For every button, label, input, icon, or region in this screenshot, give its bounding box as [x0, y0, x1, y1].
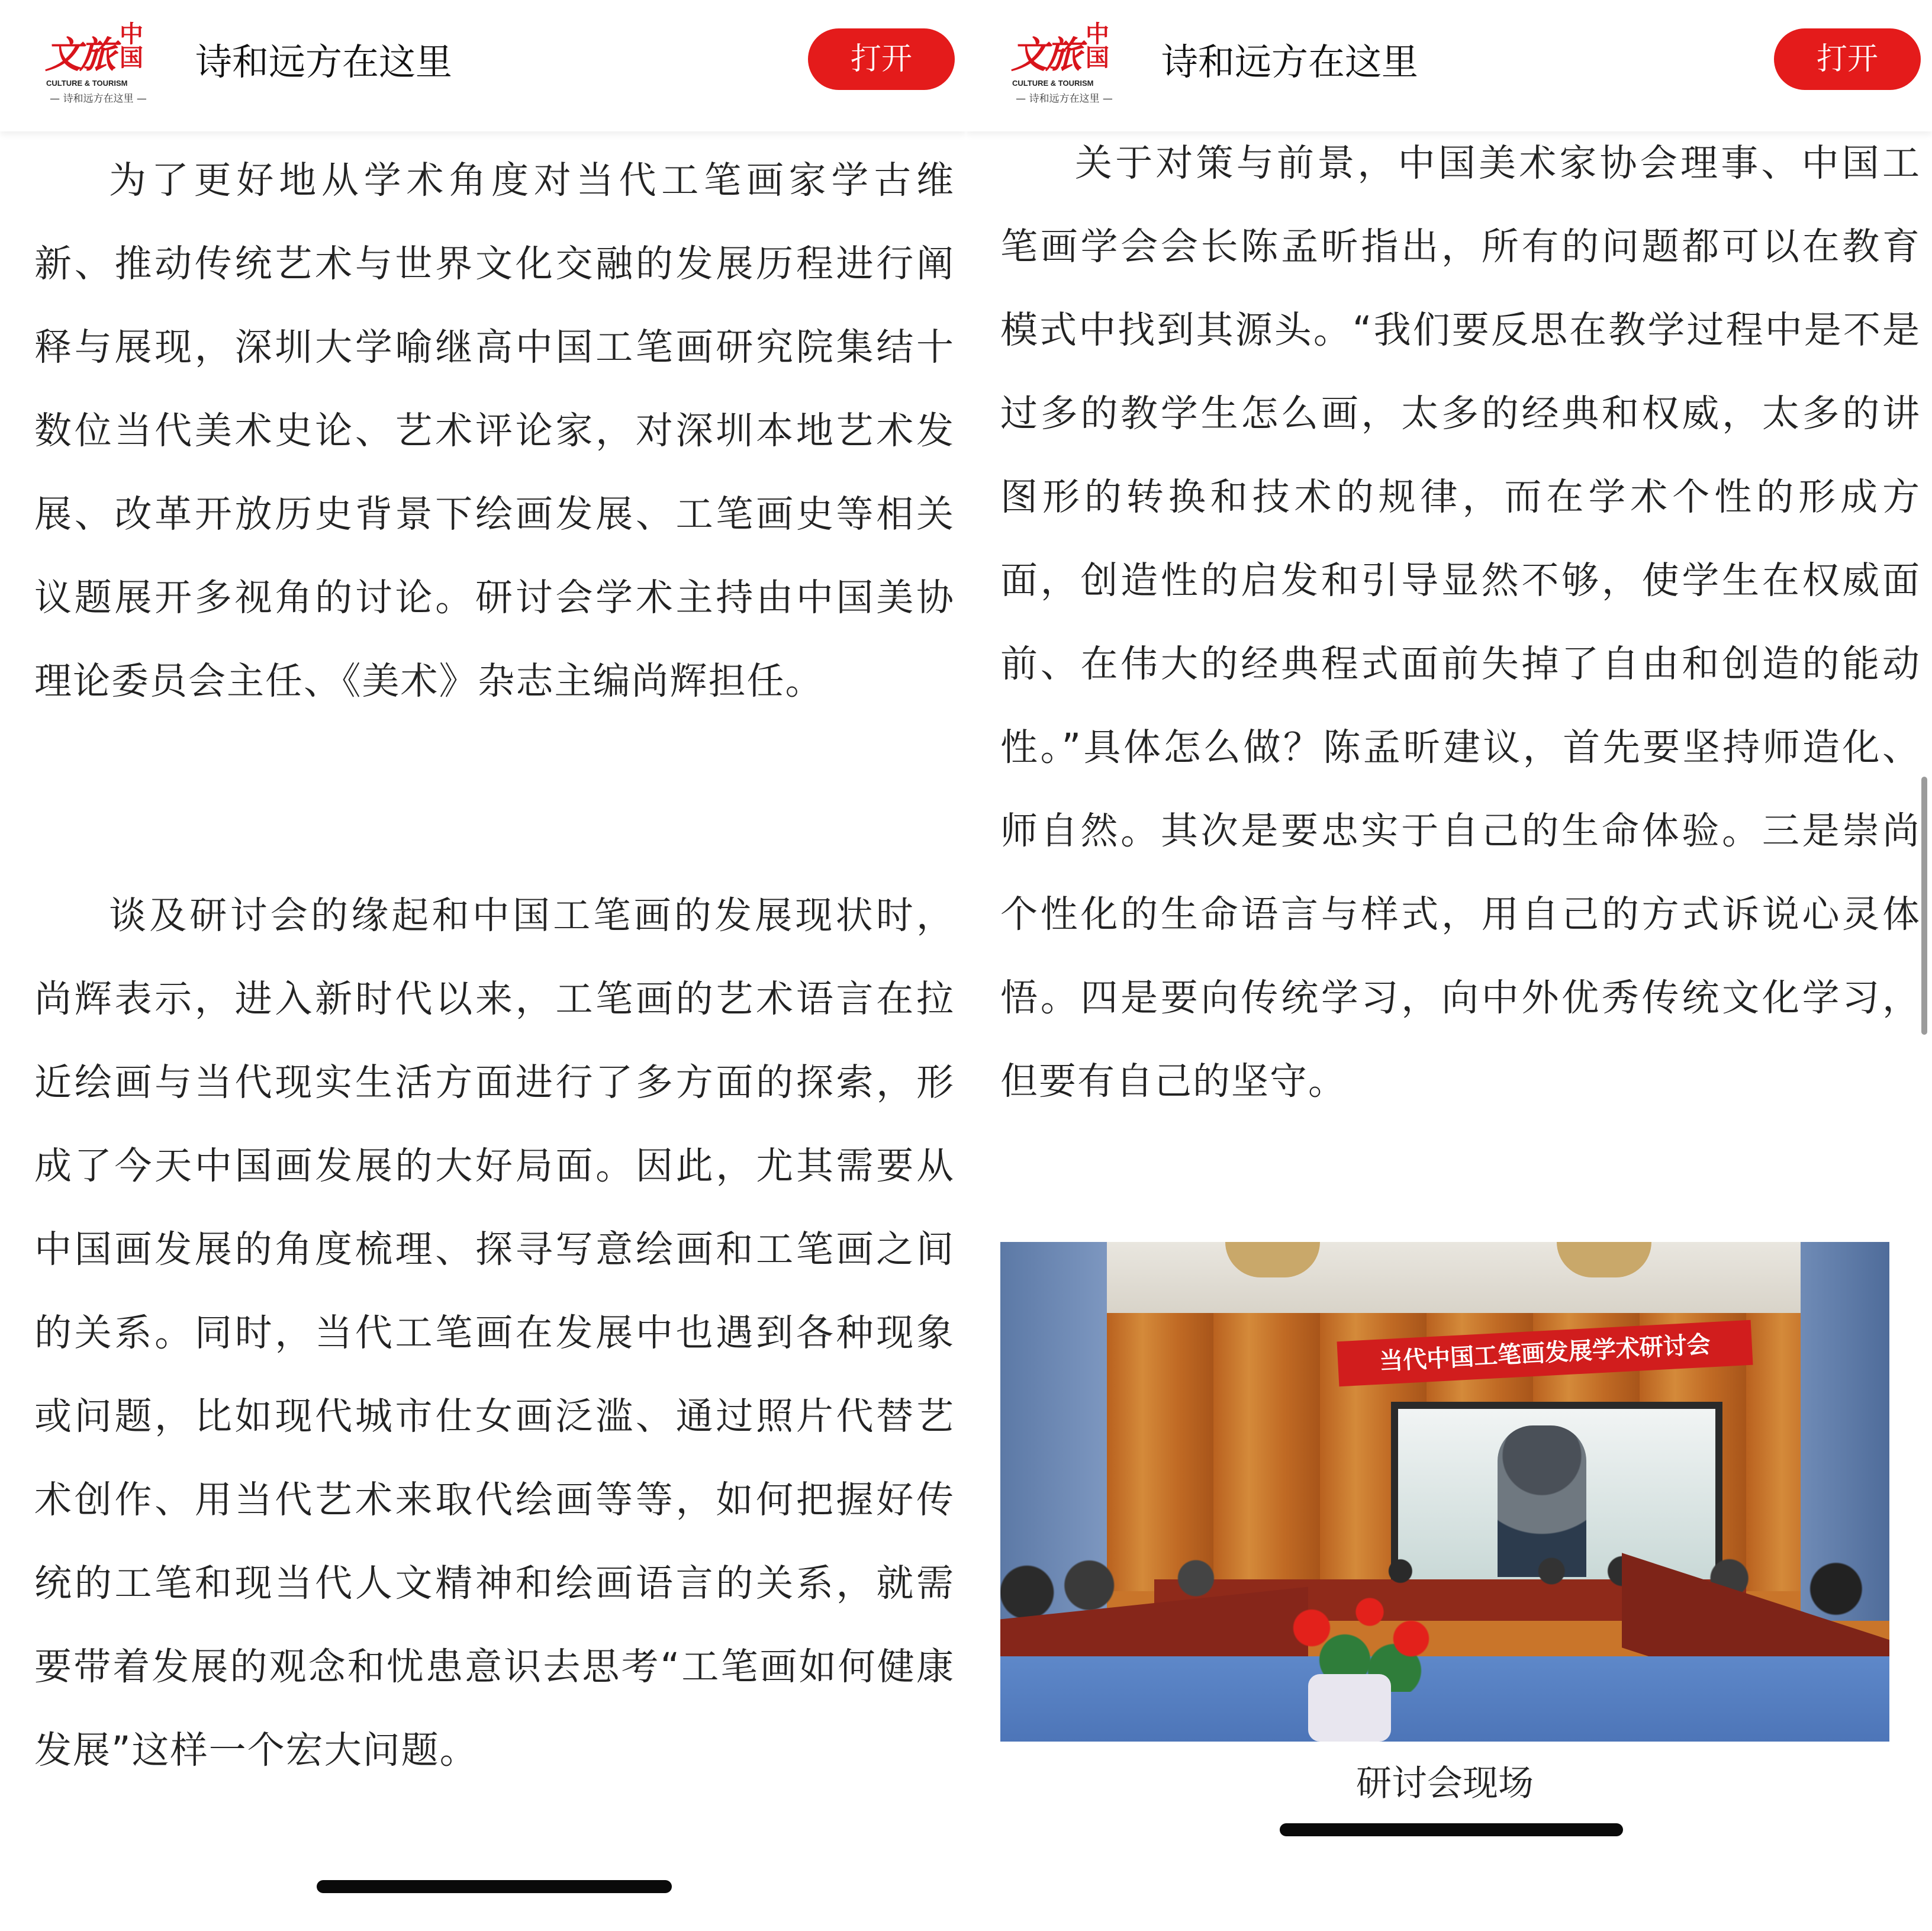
- scrollbar[interactable]: [1921, 777, 1927, 1035]
- app-title: 诗和远方在这里: [1161, 40, 1419, 83]
- logo-china-text: 中国: [1086, 20, 1109, 72]
- logo-english-text: CULTURE & TOURISM: [1012, 79, 1094, 88]
- seminar-photo[interactable]: [1000, 1242, 1889, 1742]
- logo-main-text: 文旅: [45, 33, 114, 76]
- article-paragraph: 谈及研讨会的缘起和中国工笔画的发展现状时，尚辉表示，进入新时代以来，工笔画的艺术语言在拉近绘画与当代现实生活方面进行了多方面的探索，形成了今天中国画发展的大好局面。因此，尤其需要从中国画发展的角度梳理、探寻写意绘画和工笔画之间的关系。同时，当代工笔画在发展中也遇到各种现象或问题，比如现代城市仕女画泛滥、通过照片代替艺术创作、用当代艺术来取代绘画等等，如何把握好传统的工笔和现当代人文精神和绘画语言的关系，就需要带着发展的观念和忧患意识去思考“工笔画如何健康发展”这样一个宏大问题。: [34, 894, 955, 1772]
- app-header: [0, 0, 966, 131]
- home-indicator[interactable]: [1280, 1823, 1623, 1836]
- culture-tourism-logo[interactable]: [33, 22, 163, 109]
- photo-ceiling: [1000, 1242, 1889, 1319]
- article-paragraph: 关于对策与前景，中国美术家协会理事、中国工笔画学会会长陈孟昕指出，所有的问题都可以在教育模式中找到其源头。“我们要反思在教学过程中是不是过多的教学生怎么画，太多的经典和权威，太多的讲图形的转换和技术的规律，而在学术个性的形成方面，创造性的启发和引导显然不够，使学生在权威面前、在伟大的经典程式面前失掉了自由和创造的能动性。”具体怎么做？陈孟昕建议，首先要坚持师造化、师自然。其次是要忠实于自己的生命体验。三是崇尚个性化的生命语言与样式，用自己的方式诉说心灵体悟。四是要向传统学习，向中外优秀传统文化学习，但要有自己的坚守。: [1000, 141, 1921, 1103]
- article-paragraph: 为了更好地从学术角度对当代工笔画家学古维新、推动传统艺术与世界文化交融的发展历程进行阐释与展现，深圳大学喻继高中国工笔画研究院集结十数位当代美术史论、艺术评论家，对深圳本地艺术发展、改革开放历史背景下绘画发展、工笔画史等相关议题展开多视角的讨论。研讨会学术主持由中国美协理论委员会主任、《美术》杂志主编尚辉担任。: [34, 159, 955, 703]
- logo-slogan: — 诗和远方在这里 —: [50, 93, 147, 105]
- logo-english-text: CULTURE & TOURISM: [46, 79, 128, 88]
- flower-pot: [1308, 1674, 1391, 1742]
- home-indicator[interactable]: [317, 1880, 672, 1893]
- logo-slogan: — 诗和远方在这里 —: [1016, 93, 1113, 105]
- app-title: 诗和远方在这里: [195, 40, 453, 83]
- app-header: [966, 0, 1932, 131]
- seminar-banner: 当代中国工笔画发展学术研讨会: [1337, 1320, 1753, 1387]
- culture-tourism-logo[interactable]: [999, 22, 1129, 109]
- logo-china-text: 中国: [120, 20, 143, 72]
- right-phone-screen: [966, 0, 1932, 1931]
- photo-caption: 研讨会现场: [1356, 1763, 1534, 1804]
- open-app-button[interactable]: 打开: [808, 28, 955, 90]
- blue-carpet: [1000, 1656, 1889, 1742]
- logo-main-text: 文旅: [1011, 33, 1080, 76]
- open-app-button[interactable]: 打开: [1774, 28, 1921, 90]
